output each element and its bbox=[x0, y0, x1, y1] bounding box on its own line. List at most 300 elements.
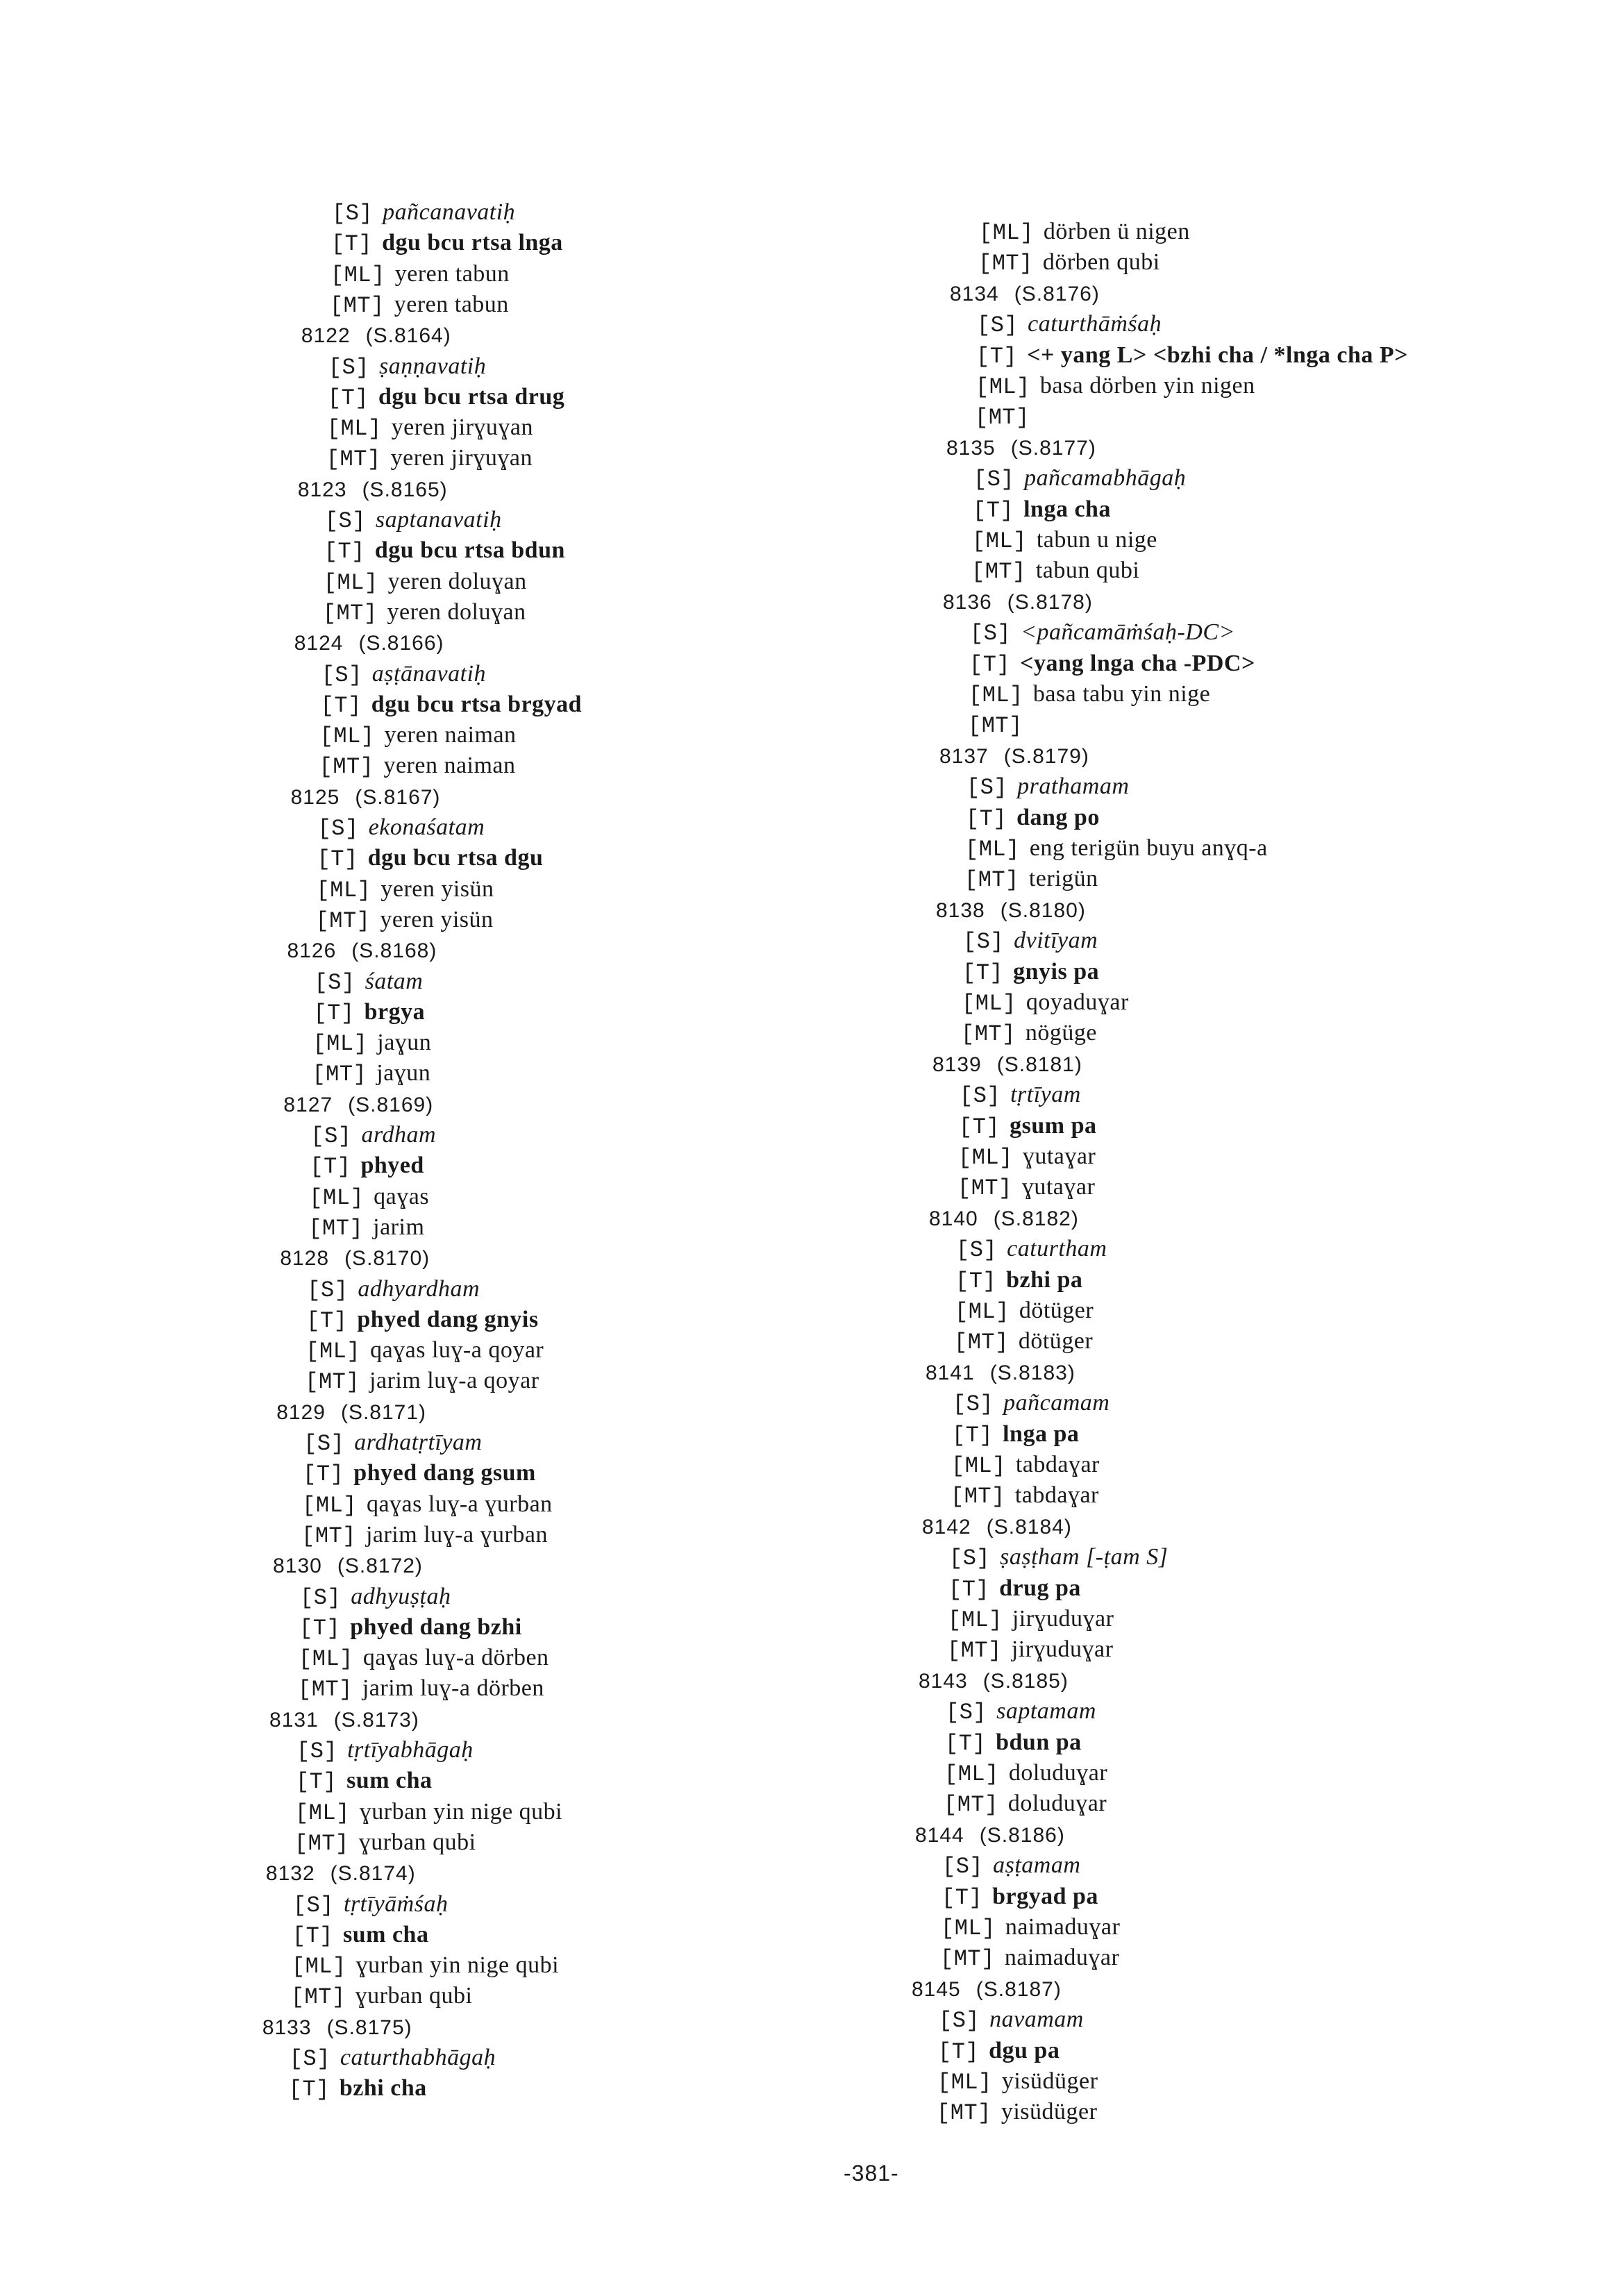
language-tag: [ML] bbox=[941, 1916, 996, 1941]
sanskrit-reference: (S.8166) bbox=[358, 632, 444, 655]
entry-number: 8143 bbox=[919, 1669, 968, 1693]
gloss-line bbox=[313, 997, 425, 1029]
language-tag: [T] bbox=[330, 231, 373, 258]
page-number: -381- bbox=[844, 2161, 899, 2186]
sanskrit-reference: (S.8186) bbox=[979, 1823, 1065, 1847]
gloss-line bbox=[309, 1182, 429, 1214]
gloss-line bbox=[324, 535, 565, 567]
gloss-line bbox=[972, 525, 1157, 557]
gloss-line bbox=[321, 659, 486, 691]
sanskrit-reference: (S.8176) bbox=[1014, 282, 1100, 305]
language-tag: [ML] bbox=[302, 1492, 357, 1518]
gloss-text: caturtham bbox=[1007, 1236, 1107, 1262]
language-tag: [ML] bbox=[951, 1453, 1006, 1479]
gloss-line bbox=[960, 1080, 1081, 1112]
language-tag: [T] bbox=[945, 1730, 987, 1757]
gloss-line bbox=[966, 771, 1129, 803]
entry-number: 8142 bbox=[922, 1515, 971, 1539]
language-tag: [S] bbox=[946, 1700, 987, 1726]
gloss-line bbox=[958, 1141, 1096, 1173]
language-tag: [T] bbox=[973, 497, 1014, 523]
gloss-line bbox=[947, 1634, 1113, 1666]
entry-number: 8131 bbox=[269, 1708, 319, 1732]
gloss-line bbox=[291, 1981, 473, 2013]
gloss-text: tṛtīyam bbox=[1010, 1082, 1081, 1108]
language-tag: [MT] bbox=[947, 1638, 1002, 1664]
gloss-text: qaɣas bbox=[374, 1183, 430, 1209]
gloss-line bbox=[949, 1542, 1168, 1574]
gloss-text: gsum pa bbox=[1010, 1112, 1097, 1139]
language-tag: [T] bbox=[310, 1154, 351, 1180]
entry-number-line bbox=[287, 935, 437, 966]
language-tag: [ML] bbox=[979, 220, 1034, 246]
language-tag: [T] bbox=[299, 1615, 341, 1641]
entry-number-line bbox=[922, 1511, 1072, 1543]
sanskrit-reference: (S.8170) bbox=[344, 1247, 430, 1271]
gloss-line bbox=[976, 371, 1255, 403]
language-tag: [ML] bbox=[330, 262, 385, 288]
language-tag: [ML] bbox=[305, 1339, 361, 1365]
gloss-line bbox=[290, 2043, 496, 2075]
language-tag: [ML] bbox=[312, 1031, 368, 1057]
language-tag: [MT] bbox=[298, 1677, 353, 1703]
gloss-line bbox=[963, 925, 1098, 957]
gloss-line bbox=[326, 443, 533, 475]
gloss-text: sum cha bbox=[342, 1921, 429, 1947]
gloss-line bbox=[939, 2004, 1084, 2036]
gloss-line bbox=[312, 1028, 431, 1059]
gloss-line bbox=[959, 1111, 1096, 1143]
sanskrit-reference: (S.8164) bbox=[365, 324, 451, 348]
language-tag: [S] bbox=[332, 201, 374, 226]
language-tag: [S] bbox=[300, 1584, 342, 1611]
language-tag: [S] bbox=[963, 929, 1005, 955]
gloss-text: aṣṭānavatiḥ bbox=[371, 660, 486, 687]
gloss-text: tabdaɣar bbox=[1015, 1452, 1100, 1477]
gloss-text: yeren tabun bbox=[394, 260, 510, 287]
gloss-text: ṣaṣṭham [-ṭam S] bbox=[1000, 1544, 1169, 1570]
language-tag: [T] bbox=[292, 1922, 333, 1949]
entry-number: 8141 bbox=[926, 1361, 975, 1384]
language-tag: [S] bbox=[321, 662, 362, 688]
entry-number: 8140 bbox=[929, 1207, 978, 1230]
gloss-line bbox=[295, 1797, 562, 1829]
language-tag: [T] bbox=[295, 1769, 337, 1795]
gloss-line bbox=[979, 217, 1190, 249]
gloss-text: yisüdüger bbox=[1001, 2099, 1098, 2125]
entry-number-line bbox=[276, 1397, 426, 1428]
language-tag: [MT] bbox=[294, 1830, 349, 1857]
gloss-text: tabdaɣar bbox=[1014, 1482, 1099, 1509]
gloss-text: doluduɣar bbox=[1008, 1760, 1108, 1786]
language-tag: [ML] bbox=[962, 991, 1016, 1016]
gloss-text: phyed dang bzhi bbox=[350, 1614, 522, 1640]
language-tag: [MT] bbox=[961, 1021, 1016, 1048]
entry-number-line bbox=[946, 433, 1096, 464]
language-tag: [MT] bbox=[308, 1215, 364, 1241]
sanskrit-reference: (S.8165) bbox=[362, 478, 448, 501]
language-tag: [T] bbox=[941, 1884, 983, 1911]
gloss-text: adhyardham bbox=[358, 1275, 480, 1302]
gloss-line bbox=[978, 247, 1160, 279]
language-tag: [S] bbox=[296, 1738, 338, 1764]
language-tag: [MT] bbox=[968, 713, 1023, 739]
gloss-line bbox=[944, 1758, 1107, 1790]
gloss-text: dang po bbox=[1016, 804, 1100, 830]
entry-number-line bbox=[280, 1243, 430, 1274]
gloss-text: dötüger bbox=[1019, 1298, 1094, 1323]
gloss-text: jirɣuduɣar bbox=[1011, 1636, 1114, 1663]
entry-number-line bbox=[291, 782, 441, 813]
language-tag: [ML] bbox=[969, 682, 1023, 708]
language-tag: [MT] bbox=[978, 251, 1033, 277]
gloss-line bbox=[955, 1265, 1082, 1297]
gloss-text: nögüge bbox=[1025, 1020, 1097, 1046]
language-tag: [ML] bbox=[958, 1145, 1013, 1171]
language-tag: [S] bbox=[307, 1277, 349, 1303]
gloss-text: pañcamam bbox=[1003, 1390, 1110, 1416]
language-tag: [T] bbox=[969, 651, 1011, 678]
gloss-text: <yang lnga cha -PDC> bbox=[1020, 650, 1255, 676]
gloss-text: caturthāṁśaḥ bbox=[1028, 311, 1162, 337]
entry-number-line bbox=[926, 1357, 1075, 1389]
gloss-line bbox=[315, 966, 424, 998]
gloss-line bbox=[299, 1643, 549, 1675]
gloss-line bbox=[299, 1612, 522, 1644]
language-tag: [T] bbox=[320, 692, 362, 719]
gloss-text: dgu bcu rtsa drug bbox=[378, 383, 565, 410]
entry-number-line bbox=[301, 320, 451, 351]
gloss-line bbox=[292, 1920, 429, 1952]
gloss-text: <pañcamāṁśaḥ-DC> bbox=[1021, 619, 1235, 646]
gloss-text: ɣurban yin nige qubi bbox=[355, 1952, 560, 1979]
gloss-line bbox=[305, 1335, 544, 1367]
entry-number: 8144 bbox=[915, 1823, 964, 1847]
entry-number: 8133 bbox=[262, 2016, 312, 2039]
gloss-text: adhyuṣṭaḥ bbox=[351, 1583, 451, 1609]
language-tag: [MT] bbox=[305, 1369, 360, 1396]
entry-number-line bbox=[294, 628, 444, 659]
gloss-text: jarim bbox=[373, 1214, 425, 1240]
gloss-line bbox=[971, 555, 1139, 587]
entry-number-line bbox=[912, 1974, 1062, 2005]
gloss-line bbox=[945, 1727, 1082, 1759]
gloss-text: <+ yang L> <bzhi cha / *lnga cha P> bbox=[1027, 342, 1408, 368]
gloss-text: yeren doluɣan bbox=[387, 598, 526, 625]
gloss-line bbox=[292, 1950, 559, 1982]
language-tag: [MT] bbox=[301, 1523, 356, 1549]
entry-number: 8138 bbox=[936, 898, 985, 922]
gloss-line bbox=[962, 987, 1129, 1019]
gloss-text: jarim luɣ-a qoyar bbox=[369, 1368, 539, 1394]
gloss-text: ṣaṇṇavatiḥ bbox=[379, 353, 487, 379]
gloss-line bbox=[300, 1582, 451, 1614]
gloss-text: naimaduɣar bbox=[1005, 1914, 1121, 1940]
gloss-text: jaɣun bbox=[376, 1060, 431, 1087]
gloss-line bbox=[330, 290, 509, 321]
gloss-text: yeren doluɣan bbox=[387, 568, 527, 594]
language-tag: [MT] bbox=[975, 405, 1030, 431]
gloss-line bbox=[331, 228, 563, 260]
sanskrit-reference: (S.8167) bbox=[355, 785, 441, 809]
gloss-text: qaɣas luɣ-a ɣurban bbox=[366, 1491, 553, 1517]
gloss-line bbox=[970, 617, 1235, 649]
language-tag: [T] bbox=[324, 539, 365, 565]
gloss-text: bzhi cha bbox=[339, 2075, 427, 2102]
gloss-text: jirɣuduɣar bbox=[1012, 1606, 1114, 1632]
gloss-line bbox=[324, 567, 527, 598]
language-tag: [MT] bbox=[964, 867, 1019, 894]
gloss-line bbox=[317, 874, 494, 906]
gloss-text: drug pa bbox=[999, 1575, 1081, 1601]
gloss-line bbox=[296, 1735, 474, 1767]
sanskrit-reference: (S.8173) bbox=[333, 1708, 419, 1732]
entry-number-line bbox=[266, 1858, 416, 1889]
gloss-line bbox=[975, 401, 1039, 433]
language-tag: [S] bbox=[292, 1892, 334, 1918]
gloss-text: doluduɣar bbox=[1007, 1791, 1107, 1817]
gloss-line bbox=[951, 1450, 1100, 1482]
gloss-line bbox=[948, 1573, 1081, 1605]
gloss-line bbox=[951, 1480, 1099, 1512]
gloss-line bbox=[977, 309, 1162, 341]
sanskrit-reference: (S.8187) bbox=[976, 1977, 1062, 2001]
entry-number: 8128 bbox=[280, 1247, 330, 1271]
sanskrit-reference: (S.8183) bbox=[989, 1361, 1075, 1384]
sanskrit-reference: (S.8179) bbox=[1003, 744, 1089, 768]
sanskrit-reference: (S.8175) bbox=[326, 2016, 412, 2039]
gloss-text: pañcamabhāgaḥ bbox=[1024, 465, 1187, 492]
entry-number-line bbox=[929, 1203, 1079, 1234]
gloss-text: ɣutaɣar bbox=[1021, 1174, 1096, 1200]
gloss-line bbox=[953, 1388, 1110, 1420]
language-tag: [MT] bbox=[944, 1792, 998, 1818]
language-tag: [ML] bbox=[294, 1800, 350, 1826]
language-tag: [T] bbox=[948, 1576, 990, 1602]
gloss-line bbox=[303, 1458, 536, 1490]
gloss-line bbox=[962, 957, 1099, 989]
gloss-text: ardhatṛtīyam bbox=[354, 1430, 483, 1455]
gloss-text: dgu bcu rtsa dgu bbox=[367, 845, 544, 871]
gloss-text: phyed dang gnyis bbox=[357, 1306, 539, 1332]
entry-number-line bbox=[298, 474, 448, 505]
gloss-text: sum cha bbox=[346, 1768, 433, 1794]
gloss-line bbox=[328, 382, 564, 414]
sanskrit-reference: (S.8174) bbox=[330, 1862, 416, 1886]
gloss-line bbox=[317, 843, 544, 875]
gloss-line bbox=[969, 648, 1255, 680]
sanskrit-reference: (S.8169) bbox=[348, 1093, 434, 1116]
gloss-text: navamam bbox=[989, 2006, 1084, 2033]
gloss-line bbox=[302, 1489, 553, 1521]
gloss-text: dgu pa bbox=[989, 2037, 1060, 2063]
gloss-text: phyed bbox=[360, 1153, 424, 1179]
entry-number-line bbox=[273, 1550, 423, 1582]
language-tag: [MT] bbox=[951, 1484, 1005, 1510]
gloss-text: brgya bbox=[364, 998, 426, 1025]
gloss-line bbox=[303, 1427, 482, 1459]
gloss-text: ɣurban qubi bbox=[358, 1829, 476, 1855]
gloss-text: dgu bcu rtsa lnga bbox=[382, 230, 563, 256]
language-tag: [T] bbox=[966, 805, 1007, 832]
language-tag: [S] bbox=[310, 1123, 352, 1149]
gloss-line bbox=[301, 1520, 548, 1552]
entry-number: 8130 bbox=[273, 1555, 322, 1578]
sanskrit-reference: (S.8180) bbox=[1000, 898, 1086, 922]
language-tag: [S] bbox=[970, 621, 1012, 647]
gloss-text: tabun qubi bbox=[1035, 558, 1140, 584]
language-tag: [S] bbox=[324, 508, 366, 534]
gloss-text: jarim luɣ-a dörben bbox=[362, 1675, 544, 1702]
language-tag: [MT] bbox=[326, 446, 381, 473]
entry-number: 8126 bbox=[287, 939, 337, 963]
entry-number-line bbox=[950, 278, 1100, 310]
gloss-line bbox=[937, 2066, 1098, 2098]
gloss-text: yeren yisün bbox=[380, 875, 494, 902]
gloss-line bbox=[965, 833, 1268, 865]
language-tag: [S] bbox=[314, 969, 355, 996]
gloss-text: yeren jirɣuɣan bbox=[391, 414, 533, 441]
language-tag: [S] bbox=[328, 354, 369, 380]
gloss-text: tṛtīyāṁśaḥ bbox=[344, 1891, 449, 1917]
language-tag: [MT] bbox=[971, 559, 1026, 585]
language-tag: [S] bbox=[977, 312, 1019, 339]
gloss-text: dörben ü nigen bbox=[1043, 219, 1190, 244]
gloss-line bbox=[328, 351, 486, 383]
gloss-text: phyed dang gsum bbox=[353, 1460, 536, 1486]
language-tag: [S] bbox=[317, 816, 359, 841]
gloss-line bbox=[316, 905, 494, 937]
language-tag: [ML] bbox=[965, 837, 1020, 862]
gloss-line bbox=[307, 1274, 480, 1306]
language-tag: [S] bbox=[289, 2046, 330, 2072]
gloss-text: caturthabhāgaḥ bbox=[340, 2045, 496, 2070]
gloss-line bbox=[332, 197, 515, 229]
language-tag: [S] bbox=[960, 1083, 1001, 1109]
language-tag: [T] bbox=[317, 846, 358, 873]
gloss-line bbox=[320, 720, 517, 752]
gloss-line bbox=[937, 2097, 1097, 2129]
gloss-line bbox=[961, 1018, 1097, 1050]
language-tag: [MT] bbox=[954, 1330, 1009, 1356]
language-tag: [ML] bbox=[316, 877, 371, 903]
language-tag: [S] bbox=[966, 775, 1008, 801]
gloss-line bbox=[954, 1326, 1093, 1358]
gloss-line bbox=[323, 597, 526, 629]
language-tag: [MT] bbox=[957, 1175, 1012, 1202]
gloss-line bbox=[941, 1882, 1098, 1913]
entry-number: 8136 bbox=[943, 590, 992, 614]
gloss-text: pañcanavatiḥ bbox=[383, 199, 516, 225]
sanskrit-reference: (S.8178) bbox=[1007, 590, 1093, 614]
gloss-text: tṛtīyabhāgaḥ bbox=[347, 1737, 474, 1763]
entry-number-line bbox=[915, 1820, 1065, 1851]
language-tag: [S] bbox=[939, 2008, 980, 2034]
gloss-text: bdun pa bbox=[996, 1729, 1082, 1755]
gloss-text: basa dörben yin nigen bbox=[1039, 373, 1255, 399]
sanskrit-reference: (S.8168) bbox=[351, 939, 437, 963]
entry-number: 8123 bbox=[297, 478, 347, 501]
language-tag: [T] bbox=[327, 385, 369, 411]
sanskrit-reference: (S.8171) bbox=[340, 1400, 427, 1424]
language-tag: [MT] bbox=[322, 600, 378, 626]
language-tag: [MT] bbox=[319, 754, 374, 780]
entry-number-line bbox=[919, 1666, 1069, 1697]
gloss-line bbox=[319, 751, 516, 782]
gloss-text: jarim luɣ-a ɣurban bbox=[365, 1521, 548, 1548]
gloss-text: gnyis pa bbox=[1013, 958, 1100, 984]
language-tag: [ML] bbox=[976, 374, 1030, 400]
gloss-text: ɣurban qubi bbox=[355, 1983, 473, 2009]
gloss-line bbox=[293, 1889, 449, 1921]
entry-number-line bbox=[943, 587, 1093, 618]
language-tag: [T] bbox=[303, 1461, 344, 1488]
gloss-text: saptanavatiḥ bbox=[375, 507, 502, 533]
gloss-text: jaɣun bbox=[377, 1030, 432, 1056]
gloss-text: yeren naiman bbox=[384, 722, 517, 748]
language-tag: [ML] bbox=[944, 1761, 999, 1787]
gloss-text: dvitīyam bbox=[1014, 928, 1098, 954]
gloss-line bbox=[330, 259, 510, 291]
language-tag: [T] bbox=[938, 2038, 980, 2065]
entry-number: 8124 bbox=[294, 632, 344, 655]
language-tag: [ML] bbox=[323, 569, 378, 596]
gloss-text: basa tabu yin nige bbox=[1032, 681, 1211, 707]
gloss-text: yeren jirɣuɣan bbox=[390, 445, 533, 471]
gloss-text: lnga pa bbox=[1003, 1421, 1080, 1447]
gloss-line bbox=[973, 463, 1186, 495]
gloss-text: saptamam bbox=[996, 1698, 1096, 1725]
gloss-text: prathamam bbox=[1017, 773, 1130, 800]
gloss-text: lnga cha bbox=[1023, 496, 1111, 522]
language-tag: [S] bbox=[303, 1431, 345, 1457]
sanskrit-reference: (S.8177) bbox=[1010, 436, 1096, 460]
gloss-line bbox=[289, 2073, 427, 2105]
language-tag: [MT] bbox=[315, 907, 371, 934]
gloss-text: ekonaśatam bbox=[368, 814, 485, 840]
gloss-text: qaɣas luɣ-a dörben bbox=[362, 1645, 549, 1671]
gloss-line bbox=[941, 1912, 1120, 1944]
gloss-line bbox=[964, 864, 1098, 896]
language-tag: [MT] bbox=[329, 292, 385, 319]
language-tag: [MT] bbox=[290, 1984, 346, 2011]
gloss-text: terigün bbox=[1028, 866, 1098, 892]
language-tag: [ML] bbox=[309, 1184, 365, 1211]
gloss-line bbox=[310, 1150, 424, 1182]
gloss-line bbox=[298, 1673, 544, 1705]
gloss-text: yeren naiman bbox=[383, 753, 516, 779]
sanskrit-reference: (S.8184) bbox=[986, 1515, 1072, 1539]
gloss-text: qaɣas luɣ-a qoyar bbox=[370, 1337, 544, 1364]
entry-number: 8145 bbox=[912, 1977, 961, 2001]
language-tag: [T] bbox=[313, 1000, 355, 1026]
language-tag: [S] bbox=[942, 1854, 984, 1880]
language-tag: [ML] bbox=[291, 1954, 346, 1980]
language-tag: [T] bbox=[976, 343, 1018, 369]
gloss-text: qoyaduɣar bbox=[1026, 989, 1129, 1015]
sanskrit-reference: (S.8172) bbox=[337, 1555, 423, 1578]
entry-number-line bbox=[283, 1089, 433, 1121]
gloss-text: dgu bcu rtsa brgyad bbox=[371, 691, 583, 717]
entry-number: 8122 bbox=[301, 324, 351, 348]
gloss-text: ɣurban yin nige qubi bbox=[359, 1798, 563, 1825]
gloss-line bbox=[310, 1120, 436, 1152]
gloss-line bbox=[294, 1827, 476, 1859]
gloss-line bbox=[318, 812, 485, 844]
language-tag: [S] bbox=[949, 1545, 991, 1572]
language-tag: [T] bbox=[959, 1114, 1001, 1140]
gloss-text: naimaduɣar bbox=[1004, 1945, 1120, 1971]
